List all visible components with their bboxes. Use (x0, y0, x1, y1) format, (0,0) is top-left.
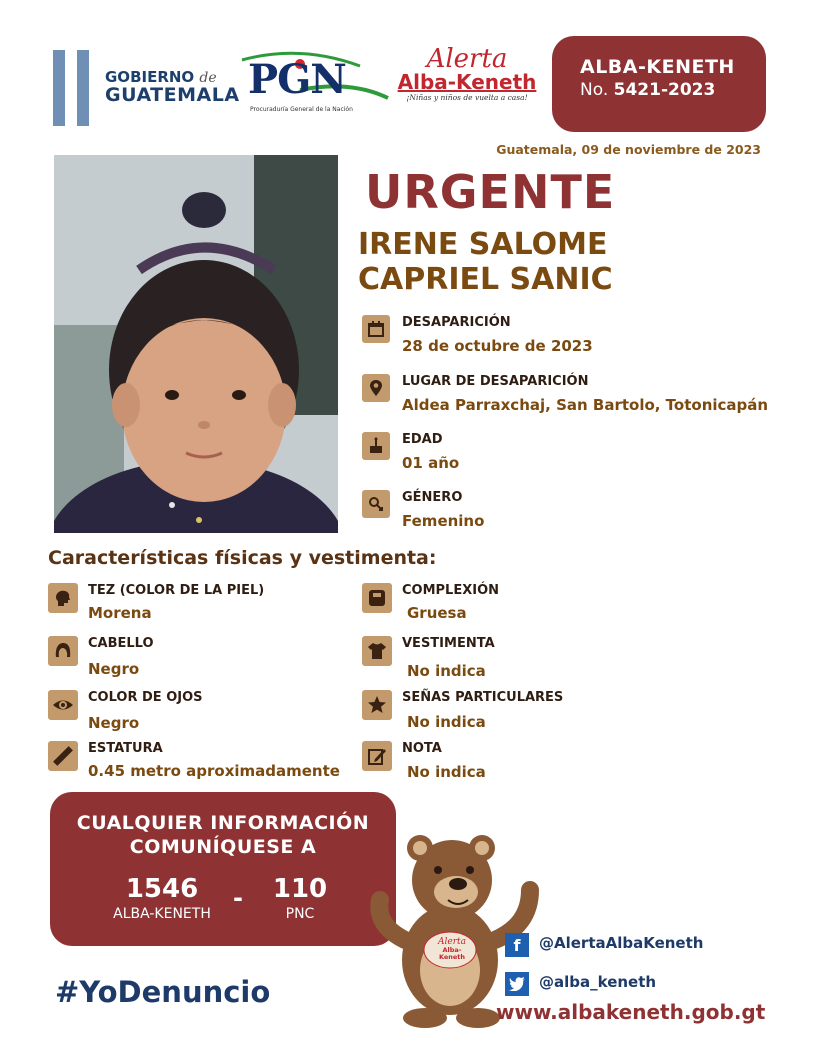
char-height: ESTATURA 0.45 metro aproximadamente (48, 741, 358, 787)
phone-number-pnc[interactable]: 110 (272, 874, 328, 904)
info-disappearance-date: DESAPARICIÓN 28 de octubre de 2023 (362, 315, 782, 363)
ruler-icon (48, 741, 78, 771)
website-link[interactable]: www.albakeneth.gob.gt (496, 1000, 766, 1024)
char-eye-color: COLOR DE OJOS Negro (48, 690, 348, 736)
char-build: COMPLEXIÓN Gruesa (362, 583, 662, 629)
hair-icon (48, 636, 78, 666)
case-number-badge: ALBA-KENETH No. 5421-2023 (552, 36, 766, 132)
note-icon (362, 741, 392, 771)
calendar-icon (362, 315, 390, 343)
twitter-icon (505, 972, 529, 996)
government-logo-bars (53, 50, 95, 126)
scale-icon (362, 583, 392, 613)
eye-icon (48, 690, 78, 720)
char-skin-tone: TEZ (COLOR DE LA PIEL) Morena (48, 583, 348, 629)
location-pin-icon (362, 374, 390, 402)
pgn-logo: PGN Procuraduría General de la Nación (240, 50, 390, 116)
government-logo-text: GOBIERNO de GUATEMALA (105, 68, 240, 106)
hashtag: #YoDenuncio (55, 975, 271, 1009)
alerta-alba-keneth-logo: Alerta Alba-Keneth ¡Niñas y niños de vuelta a casa! (397, 44, 537, 102)
info-gender: GÉNERO Femenino (362, 490, 782, 538)
contact-box: CUALQUIER INFORMACIÓN COMUNÍQUESE A 1546 ALBA-KENETH - 110 PNC (50, 792, 396, 946)
star-icon (362, 690, 392, 720)
shirt-icon (362, 636, 392, 666)
characteristics-title: Características físicas y vestimenta: (48, 547, 437, 569)
char-distinguishing-marks: SEÑAS PARTICULARES No indica (362, 690, 662, 736)
facebook-link[interactable]: f @AlertaAlbaKeneth (505, 933, 745, 959)
info-age: EDAD 01 año (362, 432, 782, 480)
char-note: NOTA No indica (362, 741, 662, 787)
cake-icon (362, 432, 390, 460)
bulletin-date: Guatemala, 09 de noviembre de 2023 (496, 142, 761, 157)
gender-icon (362, 490, 390, 518)
missing-child-photo (54, 155, 338, 533)
phone-number-alba-keneth[interactable]: 1546 (125, 874, 199, 904)
info-disappearance-place: LUGAR DE DESAPARICIÓN Aldea Parraxchaj, San Bartolo, Totonicapán (362, 374, 782, 422)
char-clothing: VESTIMENTA No indica (362, 636, 662, 682)
bear-badge: Alerta Alba-Keneth (438, 937, 466, 961)
child-name: IRENE SALOME CAPRIEL SANIC (358, 227, 613, 297)
facebook-icon: f (505, 933, 529, 957)
twitter-link[interactable]: @alba_keneth (505, 972, 745, 998)
urgent-heading: URGENTE (365, 165, 616, 219)
head-profile-icon (48, 583, 78, 613)
char-hair: CABELLO Negro (48, 636, 348, 682)
